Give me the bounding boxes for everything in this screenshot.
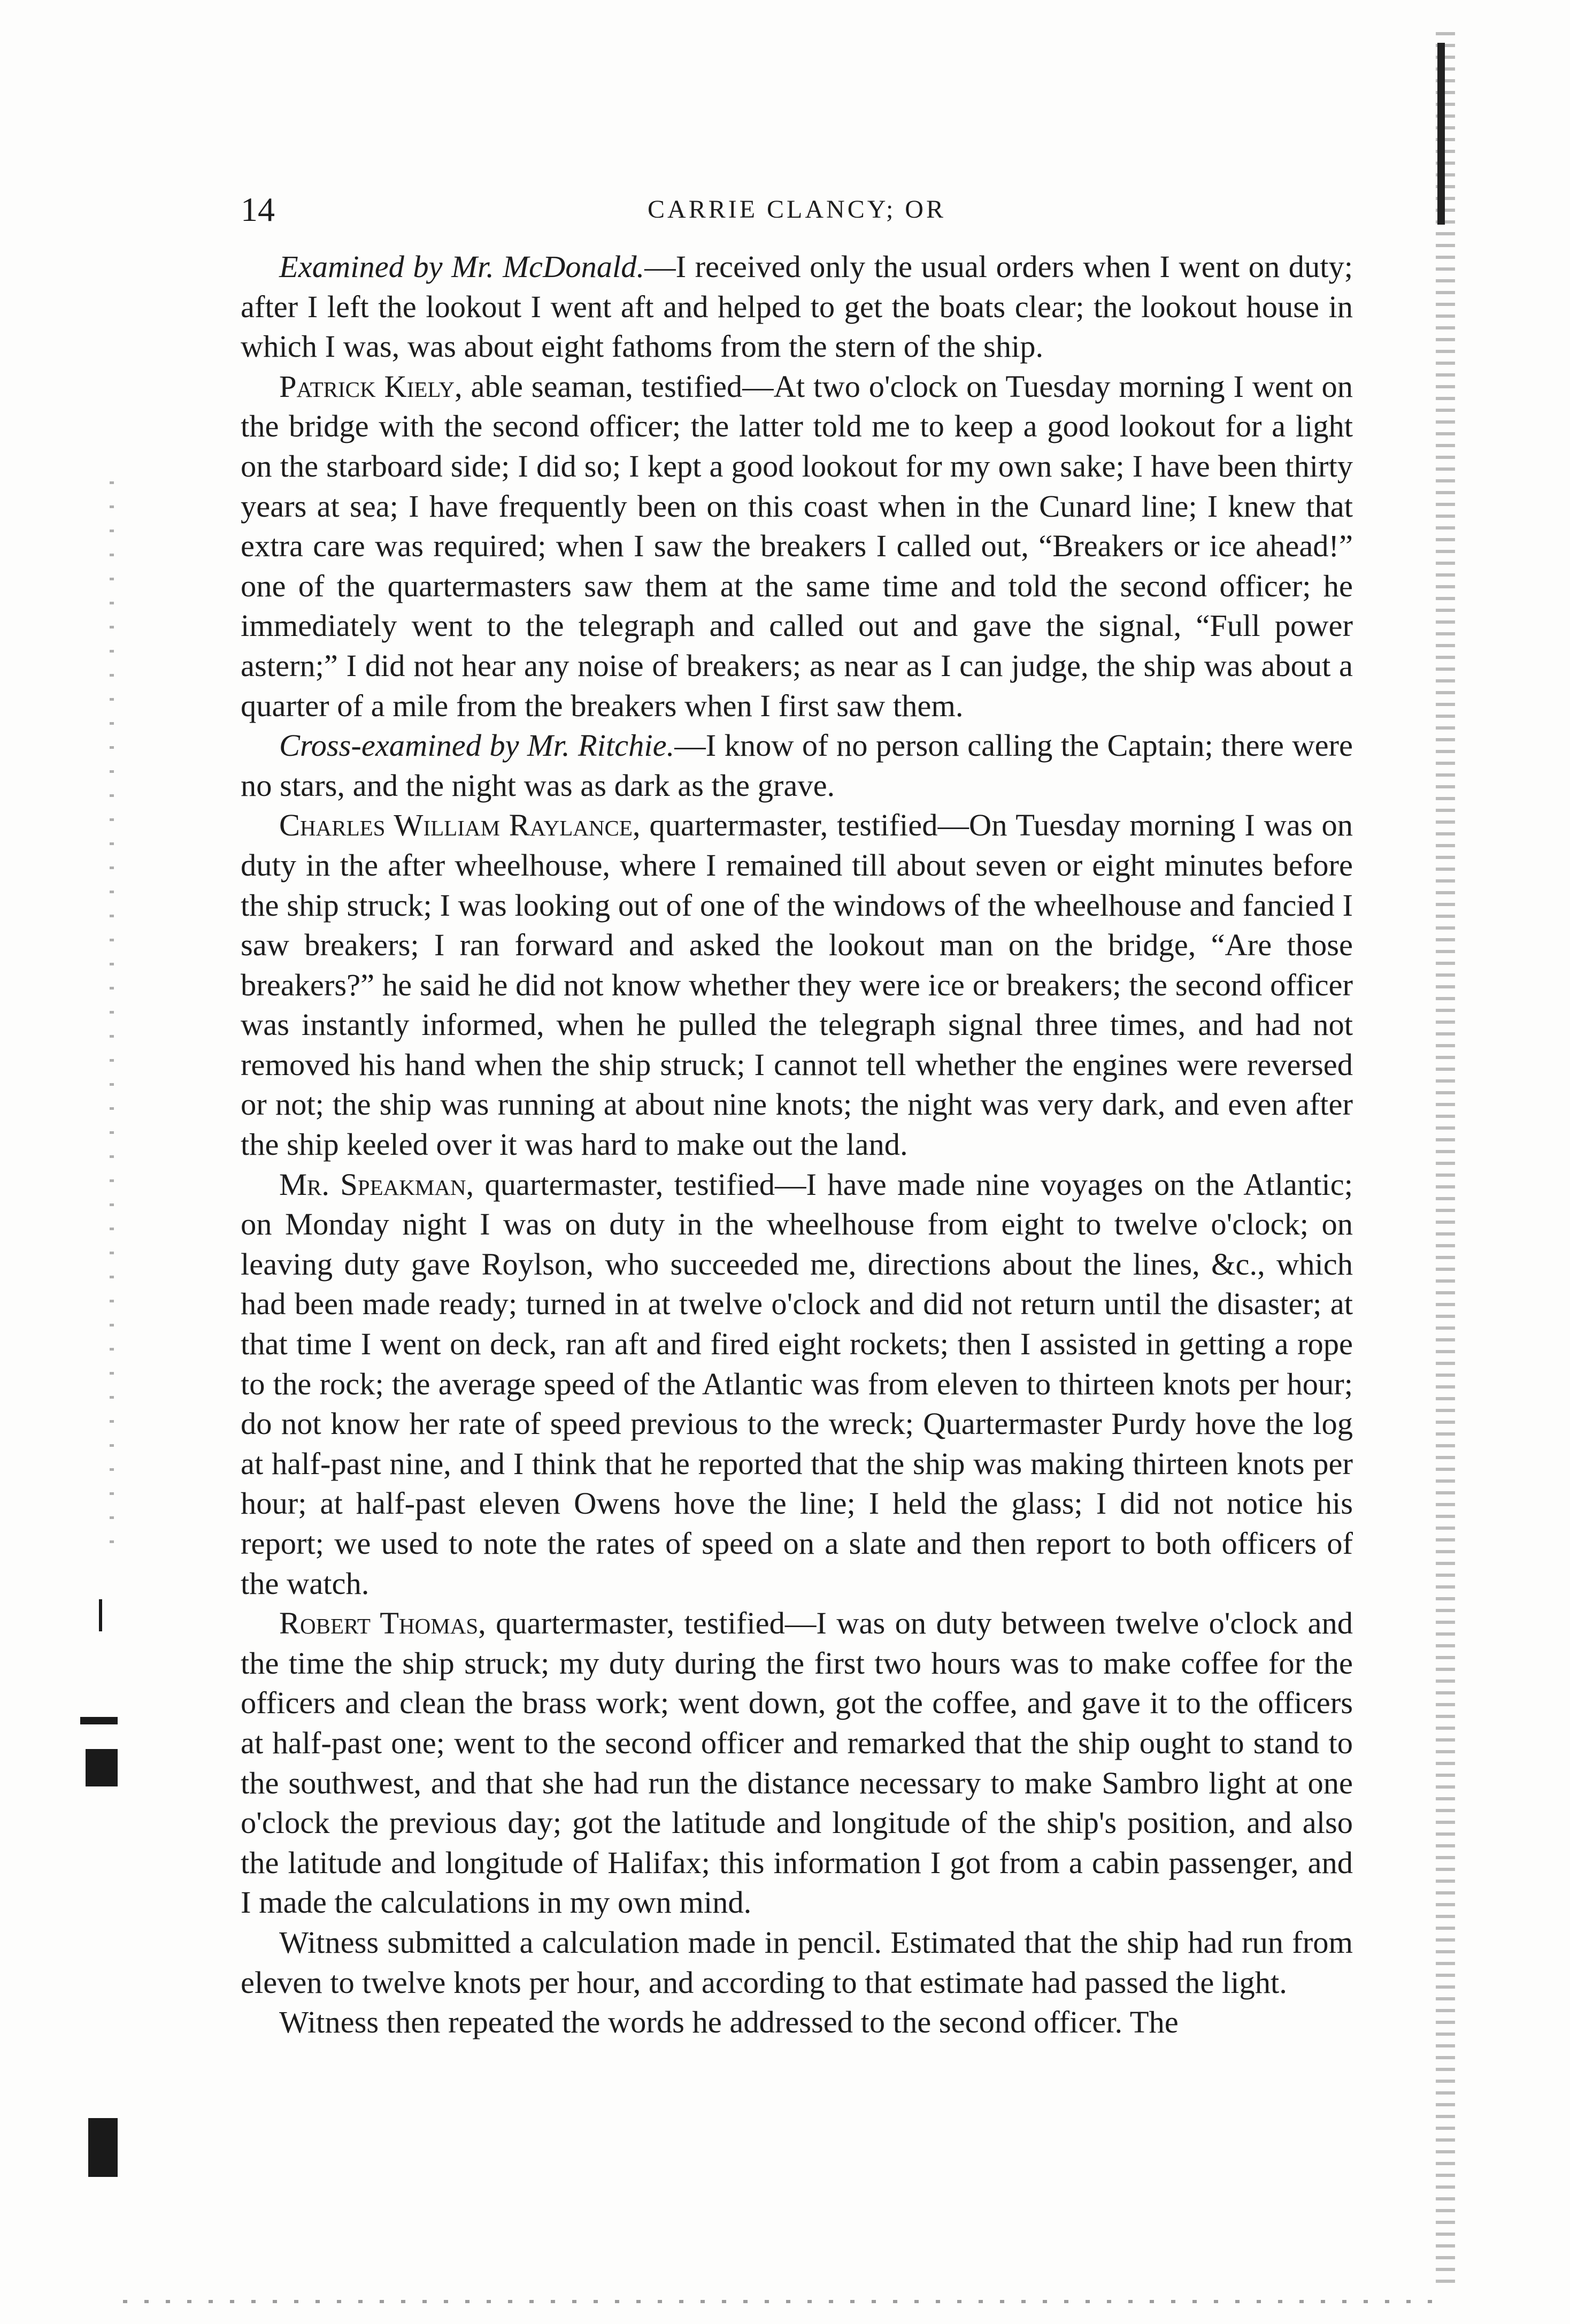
paragraph-text: , quartermaster, testified—On Tuesday morning I was on duty in the after wheelhouse, where I remained till about seven or eight minutes before the ship struck; I was looking out of one of the windows of the wheelhouse and fancied I saw breakers; I ran forward and asked the lookout man on the bridge, “Are those breakers?” he said he did not know whether they were ice or breakers; the second officer was instantly informed, when he pulled the telegraph signal three times, and had not removed his hand when the ship struck; I cannot tell whether the engines were reversed or not; the ship was running at about nine knots; the night was very dark, and even after the ship keeled over it was hard to make out the land. — [241, 808, 1353, 1162]
margin-mark — [86, 1749, 118, 1786]
paragraph-text: Witness then repeated the words he addressed to the second officer. The — [279, 2005, 1179, 2040]
paragraph-lead: Patrick Kiely — [279, 369, 455, 404]
paragraph — [241, 247, 1353, 367]
paragraph-lead: Mr. Speakman — [279, 1167, 466, 1202]
paragraph-text: , able seaman, testified—At two o'clock on Tuesday morning I went on the bridge with the second officer; the latter told me to keep a good lookout for a light on the starboard side; I did so; I kept a good lookout for my own sake; I have been thirty years at sea; I have frequently been on this coast when in the Cunard line; I knew that extra care was required; when I saw the breakers I called out, “Breakers or ice ahead!” one of the quartermasters saw them at the same time and told the second officer; he immediately went to the telegraph and called out and gave the signal, “Full power astern;” I did not hear any noise of breakers; as near as I can judge, the ship was about a quarter of a mile from the breakers when I first saw them. — [241, 369, 1353, 723]
paragraph-text: —I know of no person calling the Captain; there were no stars, and the night was as dark as the grave. — [241, 728, 1353, 803]
paragraph-lead: Examined by Mr. McDonald. — [279, 249, 645, 284]
paragraph-lead: Robert Thomas — [279, 1606, 479, 1641]
paragraph-lead: Cross-examined by Mr. Ritchie. — [279, 728, 675, 763]
paragraph — [241, 1604, 1353, 1923]
page-header — [241, 188, 1353, 231]
paragraph-text: —I received only the usual orders when I went on duty; after I left the lookout I went aft and helped to get the boats clear; the lookout house in which I was, was about eight fathoms from the stern of the ship. — [241, 249, 1353, 364]
margin-mark — [80, 1717, 118, 1724]
paragraph — [241, 1165, 1353, 1604]
binding-shadow — [1437, 43, 1445, 225]
margin-mark — [88, 2118, 118, 2177]
paragraph — [241, 367, 1353, 726]
paragraph — [241, 806, 1353, 1164]
paragraph-text: , quartermaster, testified—I have made nine voyages on the Atlantic; on Monday night I was on duty in the wheelhouse from eight to twelve o'clock; on leaving duty gave Roylson, who succeeded me, directions about the lines, &c., which had been made ready; turned in at twelve o'clock and did not return until the disaster; at that time I went on deck, ran aft and fired eight rockets; then I assisted in getting a rope to the rock; the average speed of the Atlantic was from eleven to thirteen knots per hour; do not know her rate of speed previous to the wreck; Quartermaster Purdy hove the log at half-past nine, and I think that he reported that the ship was making thirteen knots per hour; at half-past eleven Owens hove the line; I held the glass; I did not notice his report; we used to note the rates of speed on a slate and then report to both officers of the watch. — [241, 1167, 1353, 1601]
paragraph-text: Witness submitted a calculation made in pencil. Estimated that the ship had run from eleven to twelve knots per hour, and according to that estimate had passed the light. — [241, 1924, 1353, 2000]
paragraph — [241, 2003, 1353, 2043]
margin-mark — [99, 1599, 102, 1631]
paragraph — [241, 1923, 1353, 2003]
scan-edge-left — [110, 481, 114, 1551]
paragraph-text: , quartermaster, testified—I was on duty between twelve o'clock and the time the ship struck; my duty during the first two hours was to make coffee for the officers and clean the brass work; went down, got the coffee, and gave it to the officers at half-past one; went to the second officer and remarked that the ship ought to stand to the southwest, and that she had run the distance necessary to make Sambro light at one o'clock the previous day; got the latitude and longitude of the ship's position, and also the latitude and longitude of Halifax; this information I got from a cabin passenger, and I made the calculations in my own mind. — [241, 1606, 1353, 1920]
page-number: 14 — [241, 190, 275, 228]
body-text — [241, 247, 1353, 2043]
scan-edge-right — [1436, 32, 1455, 2289]
running-head: CARRIE CLANCY; OR — [648, 195, 946, 224]
scan-edge-bottom — [123, 2300, 1433, 2303]
paragraph-lead: Charles William Raylance — [279, 808, 633, 843]
paragraph — [241, 726, 1353, 806]
